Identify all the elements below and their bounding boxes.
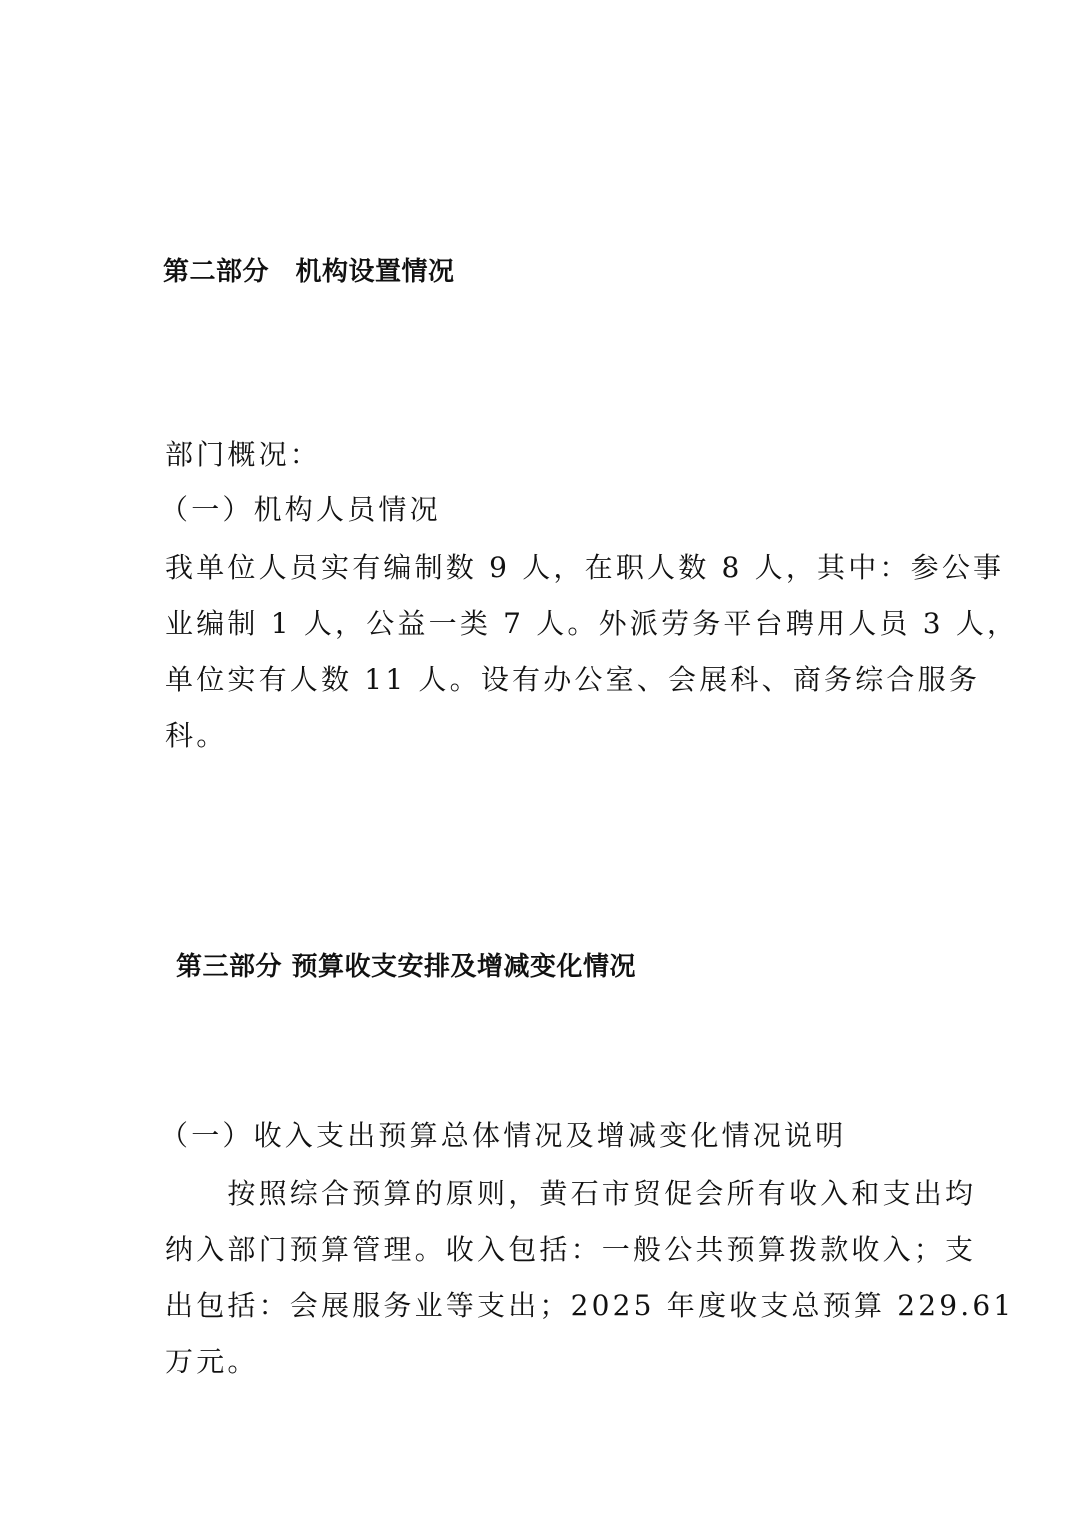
- paragraph-line: 单位实有人数 11 人。设有办公室、会展科、商务综合服务: [165, 663, 981, 696]
- paragraph-line: 科。: [165, 719, 228, 752]
- paragraph-line: 纳入部门预算管理。收入包括：一般公共预算拨款收入；支: [165, 1233, 977, 1266]
- section2-subsection1-title: （一）机构人员情况: [160, 493, 441, 526]
- section3-subsection1-title: （一）收入支出预算总体情况及增减变化情况说明: [160, 1119, 847, 1152]
- section3-paragraph: [165, 1166, 1015, 1390]
- dept-overview-label: 部门概况：: [165, 438, 322, 471]
- paragraph-line: 业编制 1 人，公益一类 7 人。外派劳务平台聘用人员 3 人，: [165, 607, 1019, 640]
- paragraph-line: 按照综合预算的原则，黄石市贸促会所有收入和支出均: [165, 1177, 977, 1210]
- section2-paragraph: [165, 540, 1019, 764]
- paragraph-line: 万元。: [165, 1345, 259, 1378]
- section3-heading: 第三部分 预算收支安排及增减变化情况: [176, 952, 637, 982]
- section2-heading: 第二部分 机构设置情况: [163, 257, 455, 287]
- paragraph-line: 我单位人员实有编制数 9 人，在职人数 8 人，其中：参公事: [165, 551, 1005, 584]
- paragraph-line: 出包括：会展服务业等支出；2025 年度收支总预算 229.61: [165, 1289, 1015, 1322]
